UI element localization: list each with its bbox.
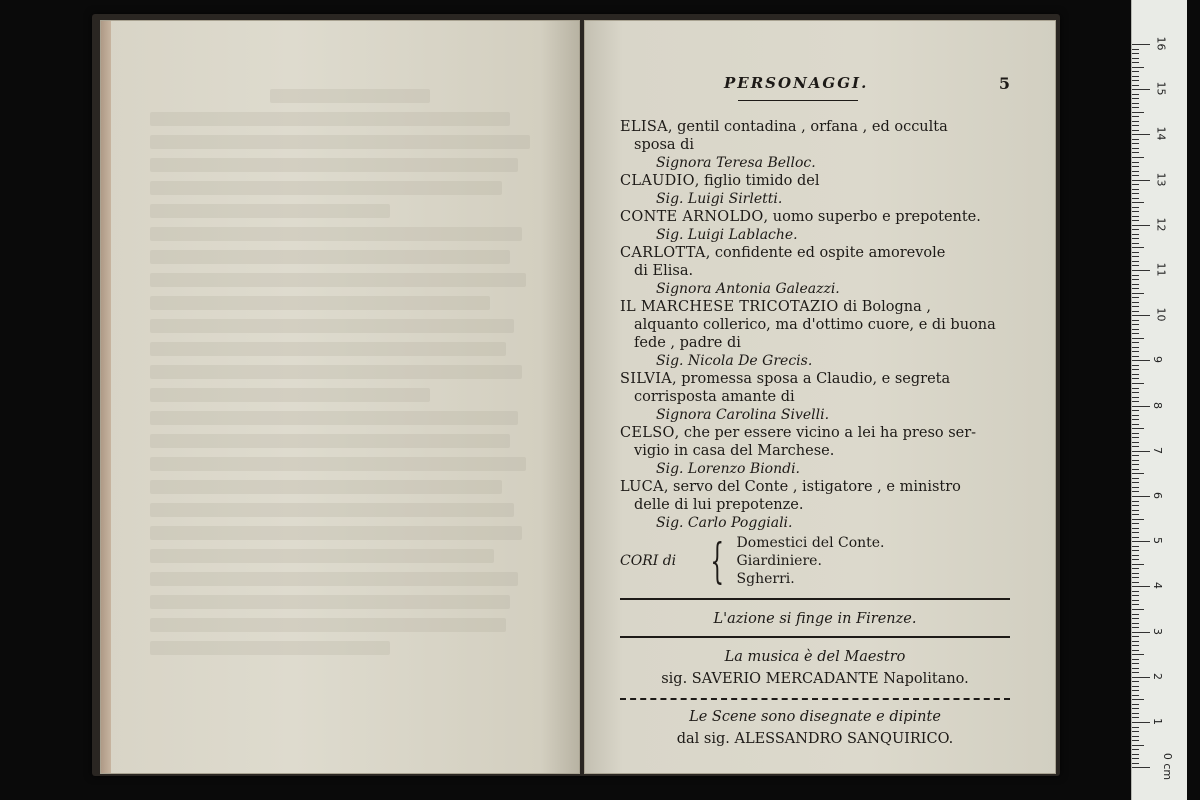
ruler-tick	[1132, 67, 1144, 68]
ruler-tick	[1132, 510, 1139, 511]
actor-name: Signora Carolina Sivelli.	[656, 407, 830, 423]
ruler-tick	[1132, 125, 1139, 126]
ruler-tick	[1132, 297, 1139, 298]
ruler-tick	[1132, 329, 1139, 330]
ruler-tick	[1132, 211, 1139, 212]
ruler-tick	[1132, 609, 1144, 610]
ruler-tick	[1132, 623, 1139, 624]
ruler-tick	[1132, 229, 1139, 230]
ruler-tick	[1132, 189, 1139, 190]
ruler-tick	[1132, 686, 1139, 687]
ruler-tick	[1132, 121, 1139, 122]
ruler-label: 11	[1154, 262, 1168, 277]
ruler-tick	[1132, 302, 1139, 303]
page-number: 5	[998, 74, 1010, 93]
ruler-tick	[1132, 247, 1144, 248]
left-page-show-through	[150, 80, 550, 730]
ruler-tick	[1132, 559, 1139, 560]
ruler-tick	[1132, 618, 1139, 619]
ruler-tick	[1132, 80, 1139, 81]
ruler-tick	[1132, 677, 1150, 678]
ruler-tick	[1132, 134, 1150, 135]
ruler-tick	[1132, 568, 1139, 569]
character-name: CELSO	[620, 425, 675, 441]
title-rule	[738, 100, 858, 101]
ruler-tick	[1132, 238, 1139, 239]
chorus-item: Sgherri.	[736, 571, 795, 587]
ruler-tick	[1132, 487, 1139, 488]
character-description-cont: sposa di	[634, 137, 695, 153]
ruler-tick	[1132, 758, 1139, 759]
ruler-tick	[1132, 207, 1139, 208]
ruler-tick	[1132, 727, 1139, 728]
character-name: LUCA	[620, 479, 664, 495]
music-credit-line1: La musica è del Maestro	[724, 649, 906, 665]
ruler-tick	[1132, 89, 1150, 90]
ruler-tick	[1132, 754, 1139, 755]
ruler-tick	[1132, 469, 1139, 470]
ruler-tick	[1132, 53, 1139, 54]
measuring-ruler	[1131, 0, 1187, 800]
ruler-tick	[1132, 315, 1150, 316]
ruler-tick	[1132, 464, 1139, 465]
ruler-label: 1	[1151, 718, 1164, 725]
ruler-tick	[1132, 130, 1139, 131]
character-name: CLAUDIO	[620, 173, 695, 189]
actor-name: Sig. Luigi Sirletti.	[656, 191, 783, 207]
ruler-tick	[1132, 577, 1139, 578]
ruler-tick	[1132, 699, 1144, 700]
ruler-tick	[1132, 600, 1139, 601]
ruler-tick	[1132, 184, 1139, 185]
ruler-tick	[1132, 419, 1139, 420]
ruler-tick	[1132, 383, 1144, 384]
character-entry	[620, 118, 1010, 172]
character-description-cont: vigio in casa del Marchese.	[634, 443, 835, 459]
ruler-tick	[1132, 103, 1139, 104]
character-description-cont: di Elisa.	[634, 263, 694, 279]
ruler-tick	[1132, 252, 1139, 253]
ruler-tick	[1132, 442, 1139, 443]
ruler-tick	[1132, 107, 1139, 108]
ruler-tick	[1132, 193, 1139, 194]
actor-name: Sig. Lorenzo Biondi.	[656, 461, 801, 477]
character-description: , confidente ed ospite amorevole	[705, 245, 946, 261]
ruler-tick	[1132, 505, 1139, 506]
ruler-tick	[1132, 415, 1139, 416]
ruler-tick	[1132, 44, 1150, 45]
setting-note: L'azione si finge in Firenze.	[713, 611, 917, 627]
ruler-tick	[1132, 564, 1144, 565]
ruler-label: 14	[1154, 126, 1168, 141]
scene-credit-line1: Le Scene sono disegnate e dipinte	[689, 709, 941, 725]
ruler-tick	[1132, 157, 1144, 158]
ruler-tick	[1132, 632, 1150, 633]
ruler-tick	[1132, 62, 1139, 63]
ruler-tick	[1132, 514, 1139, 515]
character-description: , figlio timido del	[694, 173, 820, 189]
ruler-tick	[1132, 171, 1139, 172]
ruler-tick	[1132, 641, 1139, 642]
ruler-label: 8	[1151, 401, 1164, 409]
ruler-tick	[1132, 573, 1139, 574]
ruler-tick	[1132, 320, 1139, 321]
ruler-tick	[1132, 767, 1150, 768]
ruler-tick	[1132, 745, 1144, 746]
ruler-tick	[1132, 311, 1139, 312]
ruler-tick	[1132, 690, 1139, 691]
ruler-tick	[1132, 717, 1139, 718]
ruler-tick	[1132, 275, 1139, 276]
ruler-tick	[1132, 360, 1150, 361]
ruler-tick	[1132, 478, 1139, 479]
ruler-tick	[1132, 338, 1144, 339]
ruler-label: 4	[1151, 582, 1164, 590]
ruler-tick	[1132, 731, 1139, 732]
ruler-label: 6	[1151, 492, 1164, 499]
chorus-block	[620, 534, 1010, 588]
character-name: ELISA	[620, 119, 668, 135]
character-name: CARLOTTA	[620, 245, 706, 261]
ruler-tick	[1132, 378, 1139, 379]
ruler-tick	[1132, 49, 1139, 50]
divider-rule	[620, 598, 1010, 600]
ruler-tick	[1132, 225, 1150, 226]
ruler-tick	[1132, 428, 1144, 429]
ruler-tick	[1132, 749, 1139, 750]
ruler-tick	[1132, 582, 1139, 583]
character-entry	[620, 172, 1010, 208]
ruler-tick	[1132, 586, 1150, 587]
ruler-tick	[1132, 695, 1139, 696]
ruler-tick	[1132, 71, 1139, 72]
ruler-tick	[1132, 76, 1139, 77]
ruler-tick	[1132, 659, 1139, 660]
ruler-tick	[1132, 410, 1139, 411]
character-name: IL MARCHESE TRICOTAZIO	[620, 299, 839, 315]
ruler-tick	[1132, 668, 1139, 669]
scene-credit-line2: dal sig. ALESSANDRO SANQUIRICO.	[676, 731, 954, 747]
ruler-tick	[1132, 347, 1139, 348]
ruler-tick	[1132, 256, 1139, 257]
ruler-tick	[1132, 763, 1139, 764]
ruler-tick	[1132, 293, 1144, 294]
ruler-tick	[1132, 636, 1139, 637]
ruler-tick	[1132, 365, 1139, 366]
ruler-tick	[1132, 333, 1139, 334]
ruler-tick	[1132, 433, 1139, 434]
ruler-label: 10	[1154, 307, 1168, 322]
ruler-tick	[1132, 369, 1139, 370]
ruler-tick	[1132, 473, 1144, 474]
ruler-tick	[1132, 112, 1144, 113]
left-page-worn-edge	[101, 21, 111, 773]
ruler-tick	[1132, 406, 1150, 407]
ruler-tick	[1132, 166, 1139, 167]
character-description: , che per essere vicino a lei ha preso ser-	[674, 425, 977, 441]
ruler-tick	[1132, 645, 1139, 646]
ruler-tick	[1132, 650, 1139, 651]
ruler-tick	[1132, 94, 1139, 95]
character-description: , uomo superbo e prepotente.	[763, 209, 981, 225]
ruler-label: 0 cm	[1161, 753, 1175, 781]
ruler-tick	[1132, 537, 1139, 538]
ruler-tick	[1132, 243, 1139, 244]
actor-name: Sig. Nicola De Grecis.	[656, 353, 813, 369]
ruler-tick	[1132, 528, 1139, 529]
actor-name: Sig. Luigi Lablache.	[656, 227, 798, 243]
ruler-tick	[1132, 202, 1144, 203]
ruler-tick	[1132, 460, 1139, 461]
character-name: SILVIA	[620, 371, 673, 387]
ruler-tick	[1132, 261, 1139, 262]
ruler-tick	[1132, 446, 1139, 447]
ruler-tick	[1132, 451, 1150, 452]
actor-name: Signora Teresa Belloc.	[656, 155, 816, 171]
curly-brace: {	[710, 533, 725, 589]
ruler-label: 3	[1151, 627, 1164, 635]
ruler-tick	[1132, 672, 1139, 673]
actor-name: Sig. Carlo Poggiali.	[656, 515, 793, 531]
ruler-tick	[1132, 148, 1139, 149]
character-entry	[620, 370, 1010, 424]
ruler-tick	[1132, 523, 1139, 524]
ruler-tick	[1132, 180, 1150, 181]
character-entry	[620, 244, 1010, 298]
ruler-tick	[1132, 306, 1139, 307]
divider-dashed	[620, 698, 1010, 700]
ruler-tick	[1132, 116, 1139, 117]
ruler-tick	[1132, 708, 1139, 709]
ruler-tick	[1132, 501, 1139, 502]
character-entry	[620, 424, 1010, 478]
ruler-tick	[1132, 736, 1139, 737]
ruler-tick	[1132, 591, 1139, 592]
ruler-tick	[1132, 143, 1139, 144]
ruler-label: 16	[1154, 36, 1168, 51]
ruler-tick	[1132, 740, 1139, 741]
ruler-tick	[1132, 351, 1139, 352]
ruler-label: 7	[1151, 446, 1164, 454]
ruler-tick	[1132, 162, 1139, 163]
character-list	[620, 118, 1010, 588]
ruler-tick	[1132, 595, 1139, 596]
chorus-item: Giardiniere.	[736, 553, 822, 569]
ruler-tick	[1132, 614, 1139, 615]
character-description-cont: corrisposta amante di	[634, 389, 795, 405]
ruler-tick	[1132, 139, 1139, 140]
ruler-tick	[1132, 288, 1139, 289]
ruler-tick	[1132, 152, 1139, 153]
chorus-label: CORI di	[620, 553, 677, 569]
ruler-tick	[1132, 356, 1139, 357]
character-description: , gentil contadina , orfana , ed occulta	[667, 119, 948, 135]
ruler-tick	[1132, 713, 1139, 714]
character-description: di Bologna ,	[838, 299, 931, 315]
ruler-tick	[1132, 681, 1139, 682]
ruler-label: 15	[1154, 81, 1168, 96]
page-content	[620, 68, 1010, 750]
music-credit-line2: sig. SAVERIO MERCADANTE Napolitano.	[661, 671, 969, 687]
character-name: CONTE ARNOLDO	[620, 209, 764, 225]
ruler-tick	[1132, 482, 1139, 483]
ruler-tick	[1132, 58, 1139, 59]
ruler-tick	[1132, 392, 1139, 393]
ruler-tick	[1132, 198, 1139, 199]
ruler-tick	[1132, 234, 1139, 235]
ruler-tick	[1132, 98, 1139, 99]
ruler-tick	[1132, 401, 1139, 402]
ruler-tick	[1132, 627, 1139, 628]
ruler-tick	[1132, 388, 1139, 389]
ruler-tick	[1132, 663, 1139, 664]
character-description-cont: alquanto collerico, ma d'ottimo cuore, e di buona fede , padre di	[634, 317, 996, 351]
ruler-tick	[1132, 284, 1139, 285]
ruler-tick	[1132, 324, 1139, 325]
ruler-tick	[1132, 424, 1139, 425]
character-description-cont: delle di lui prepotenze.	[634, 497, 804, 513]
ruler-tick	[1132, 541, 1150, 542]
ruler-tick	[1132, 555, 1139, 556]
character-entry	[620, 478, 1010, 532]
character-entry	[620, 208, 1010, 244]
ruler-tick	[1132, 496, 1150, 497]
page-header	[620, 68, 1010, 96]
ruler-tick	[1132, 519, 1144, 520]
ruler-tick	[1132, 342, 1139, 343]
chorus-item: Domestici del Conte.	[736, 535, 885, 551]
ruler-tick	[1132, 654, 1144, 655]
chorus-items	[737, 534, 885, 588]
ruler-tick	[1132, 270, 1150, 271]
ruler-tick	[1132, 604, 1139, 605]
character-description: , promessa sposa a Claudio, e segreta	[672, 371, 951, 387]
ruler-tick	[1132, 550, 1139, 551]
ruler-tick	[1132, 455, 1139, 456]
ruler-tick	[1132, 437, 1139, 438]
ruler-label: 13	[1154, 172, 1168, 187]
ruler-tick	[1132, 722, 1150, 723]
character-description: , servo del Conte , istigatore , e ministro	[663, 479, 961, 495]
page-title: PERSONAGGI.	[724, 74, 869, 92]
ruler-tick	[1132, 216, 1139, 217]
ruler-label: 5	[1151, 537, 1164, 545]
ruler-tick	[1132, 546, 1139, 547]
ruler-label: 9	[1151, 356, 1164, 364]
ruler-label: 12	[1154, 217, 1168, 232]
ruler-tick	[1132, 397, 1139, 398]
ruler-tick	[1132, 220, 1139, 221]
ruler-tick	[1132, 85, 1139, 86]
character-entry	[620, 298, 1010, 370]
ruler-tick	[1132, 532, 1139, 533]
ruler-tick	[1132, 704, 1139, 705]
ruler-tick	[1132, 265, 1139, 266]
ruler-tick	[1132, 491, 1139, 492]
divider-rule	[620, 636, 1010, 638]
ruler-label: 2	[1151, 672, 1164, 680]
ruler-tick	[1132, 175, 1139, 176]
ruler-tick	[1132, 374, 1139, 375]
ruler-tick	[1132, 279, 1139, 280]
actor-name: Signora Antonia Galeazzi.	[656, 281, 840, 297]
